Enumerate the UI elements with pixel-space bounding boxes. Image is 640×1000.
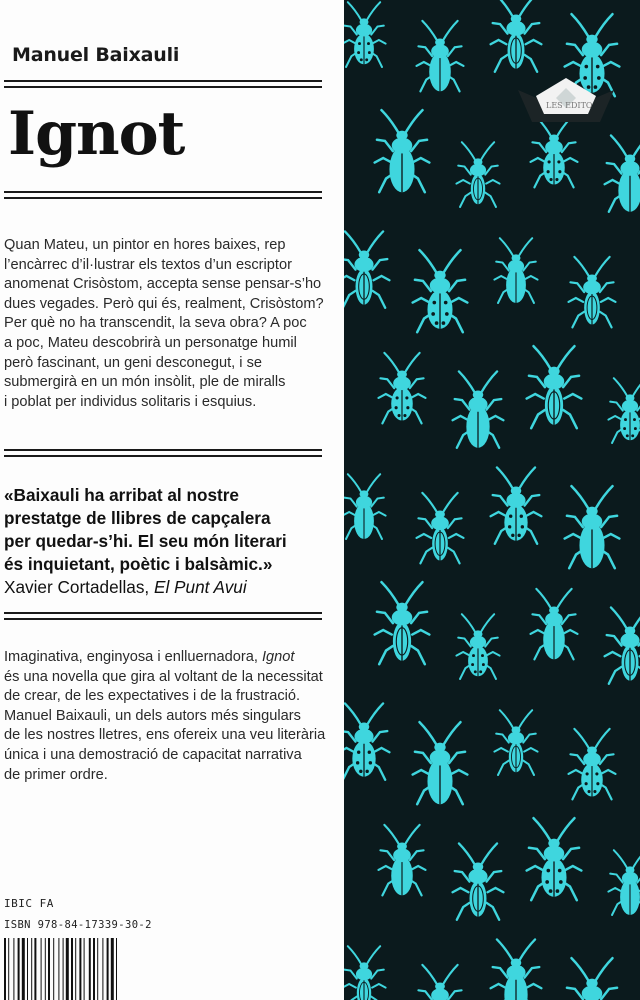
top-rule-lower <box>4 86 322 88</box>
synopsis-line: dues vegades. Però qui és, realment, Crisòstom? <box>4 295 324 312</box>
press-quote <box>4 484 340 599</box>
barcode-bar <box>111 938 114 1000</box>
description-rule-upper <box>4 612 322 614</box>
barcode-bar <box>45 938 46 1000</box>
synopsis-line: però fascinant, un geni desconegut, i se <box>4 354 262 371</box>
beetle-figure <box>527 346 582 428</box>
synopsis-line: Per què no ha transcendit, la seva obra? A poc <box>4 315 307 332</box>
barcode-bar <box>58 938 59 1000</box>
beetle-figure <box>378 353 425 424</box>
quote-attribution: Xavier Cortadellas, <box>4 577 154 597</box>
quote-source: El Punt Avui <box>153 577 247 597</box>
beetle-figure <box>456 614 499 679</box>
beetle-figure <box>344 2 386 67</box>
beetle-figure <box>608 850 640 915</box>
barcode-bar <box>4 938 6 1000</box>
description-rule-lower <box>4 618 322 620</box>
beetle-figure <box>456 142 499 207</box>
barcode-bar <box>31 938 32 1000</box>
barcode-bar <box>41 938 42 1000</box>
beetle-figure <box>413 722 468 804</box>
barcode-bar <box>93 938 95 1000</box>
quote-line: «Baixauli ha arribat al nostre <box>4 485 239 505</box>
barcode-bar <box>63 938 64 1000</box>
barcode-bar <box>107 938 109 1000</box>
title-rule-upper <box>4 191 322 193</box>
barcode-bar <box>53 938 54 1000</box>
beetle-figure <box>416 21 463 92</box>
barcode-bar <box>48 938 50 1000</box>
barcode-bar <box>89 938 91 1000</box>
beetle-figure <box>494 238 537 303</box>
isbn-number: ISBN 978-84-17339-30-2 <box>4 919 152 931</box>
barcode-bar <box>102 938 103 1000</box>
barcode-bar <box>84 938 85 1000</box>
synopsis-line: submergirà en un món insòlit, ple de miralls <box>4 374 286 391</box>
barcode-bar <box>22 938 25 1000</box>
beetle-figure <box>344 231 389 307</box>
author-name: Manuel Baixauli <box>12 44 180 66</box>
description-line: de les nostres lletres, ens ofereix una veu literària <box>4 727 326 744</box>
beetle-figure <box>375 582 430 664</box>
synopsis-line: a poc, Mateu descobrirà un personatge humil <box>4 334 297 351</box>
beetle-illustration-panel <box>344 0 640 1000</box>
beetle-figure <box>527 818 582 900</box>
barcode-bar <box>97 938 98 1000</box>
synopsis <box>4 236 334 412</box>
publisher-logo-text: LES EDITO <box>546 101 593 110</box>
beetle-figure <box>530 589 577 660</box>
beetle-figure <box>453 843 504 919</box>
synopsis-line: anomenat Crisòstom, accepta sense pensar-s’ho <box>4 276 322 293</box>
title-rule-lower <box>4 197 322 199</box>
beetle-figure <box>344 703 389 779</box>
beetle-figure <box>608 378 640 443</box>
description-line: única i una demostració de capacitat narrativa <box>4 746 302 763</box>
beetle-figure <box>413 250 468 332</box>
description-line: de crear, de les expectatives i de la frustració. <box>4 688 301 705</box>
description-line: és una novella que gira al voltant de la necessitat <box>4 668 323 685</box>
beetle-figure <box>605 607 640 683</box>
beetle-figure <box>344 474 386 539</box>
barcode <box>2 938 118 1000</box>
beetle-figure <box>378 825 425 896</box>
ibic-code: IBIC FA <box>4 897 54 910</box>
beetle-figure <box>453 371 504 447</box>
quote-rule-lower <box>4 455 322 457</box>
barcode-bar <box>13 938 14 1000</box>
publisher-paper-boat-logo <box>516 68 616 124</box>
beetle-figure <box>530 117 577 188</box>
beetle-figure <box>565 958 620 1000</box>
beetle-figure <box>491 939 542 1000</box>
beetle-figure <box>494 710 537 775</box>
barcode-bar <box>75 938 76 1000</box>
beetle-figure <box>568 729 615 800</box>
synopsis-line: l’encàrrec d’il·lustrar els textos d’un escriptor <box>4 256 292 273</box>
barcode-bar <box>66 938 69 1000</box>
quote-line: és inquietant, poètic i balsàmic.» <box>4 554 273 574</box>
description-line: de primer ordre. <box>4 766 108 783</box>
beetle-figure <box>565 486 620 568</box>
barcode-bar <box>8 938 9 1000</box>
beetle-figure <box>605 135 640 211</box>
quote-rule-upper <box>4 449 322 451</box>
beetle-pattern <box>344 0 640 1000</box>
barcode-bar <box>27 938 28 1000</box>
description <box>4 648 334 785</box>
synopsis-line: Quan Mateu, un pintor en hores baixes, rep <box>4 237 286 253</box>
quote-line: per quedar-s’hi. El seu món literari <box>4 531 287 551</box>
beetle-figure <box>491 0 542 72</box>
beetle-figure <box>375 110 430 192</box>
top-rule-upper <box>4 80 322 82</box>
description-line-intro: Imaginativa, enginyosa i enlluernadora, <box>4 649 262 665</box>
quote-line: prestatge de llibres de capçalera <box>4 508 271 528</box>
beetle-figure <box>568 257 615 328</box>
beetle-figure <box>416 493 463 564</box>
barcode-bar <box>116 938 117 1000</box>
description-line: Manuel Baixauli, un dels autors més singulars <box>4 707 301 724</box>
beetle-figure <box>344 946 386 1000</box>
synopsis-line: i poblat per individus solitaris i esquius. <box>4 393 257 410</box>
beetle-figure <box>491 467 542 543</box>
beetle-figure <box>416 965 463 1000</box>
description-title-italic: Ignot <box>262 649 295 665</box>
barcode-bar <box>34 938 36 1000</box>
book-title: Ignot <box>8 99 185 169</box>
barcode-bar <box>18 938 20 1000</box>
barcode-bar <box>71 938 73 1000</box>
barcode-bar <box>79 938 81 1000</box>
